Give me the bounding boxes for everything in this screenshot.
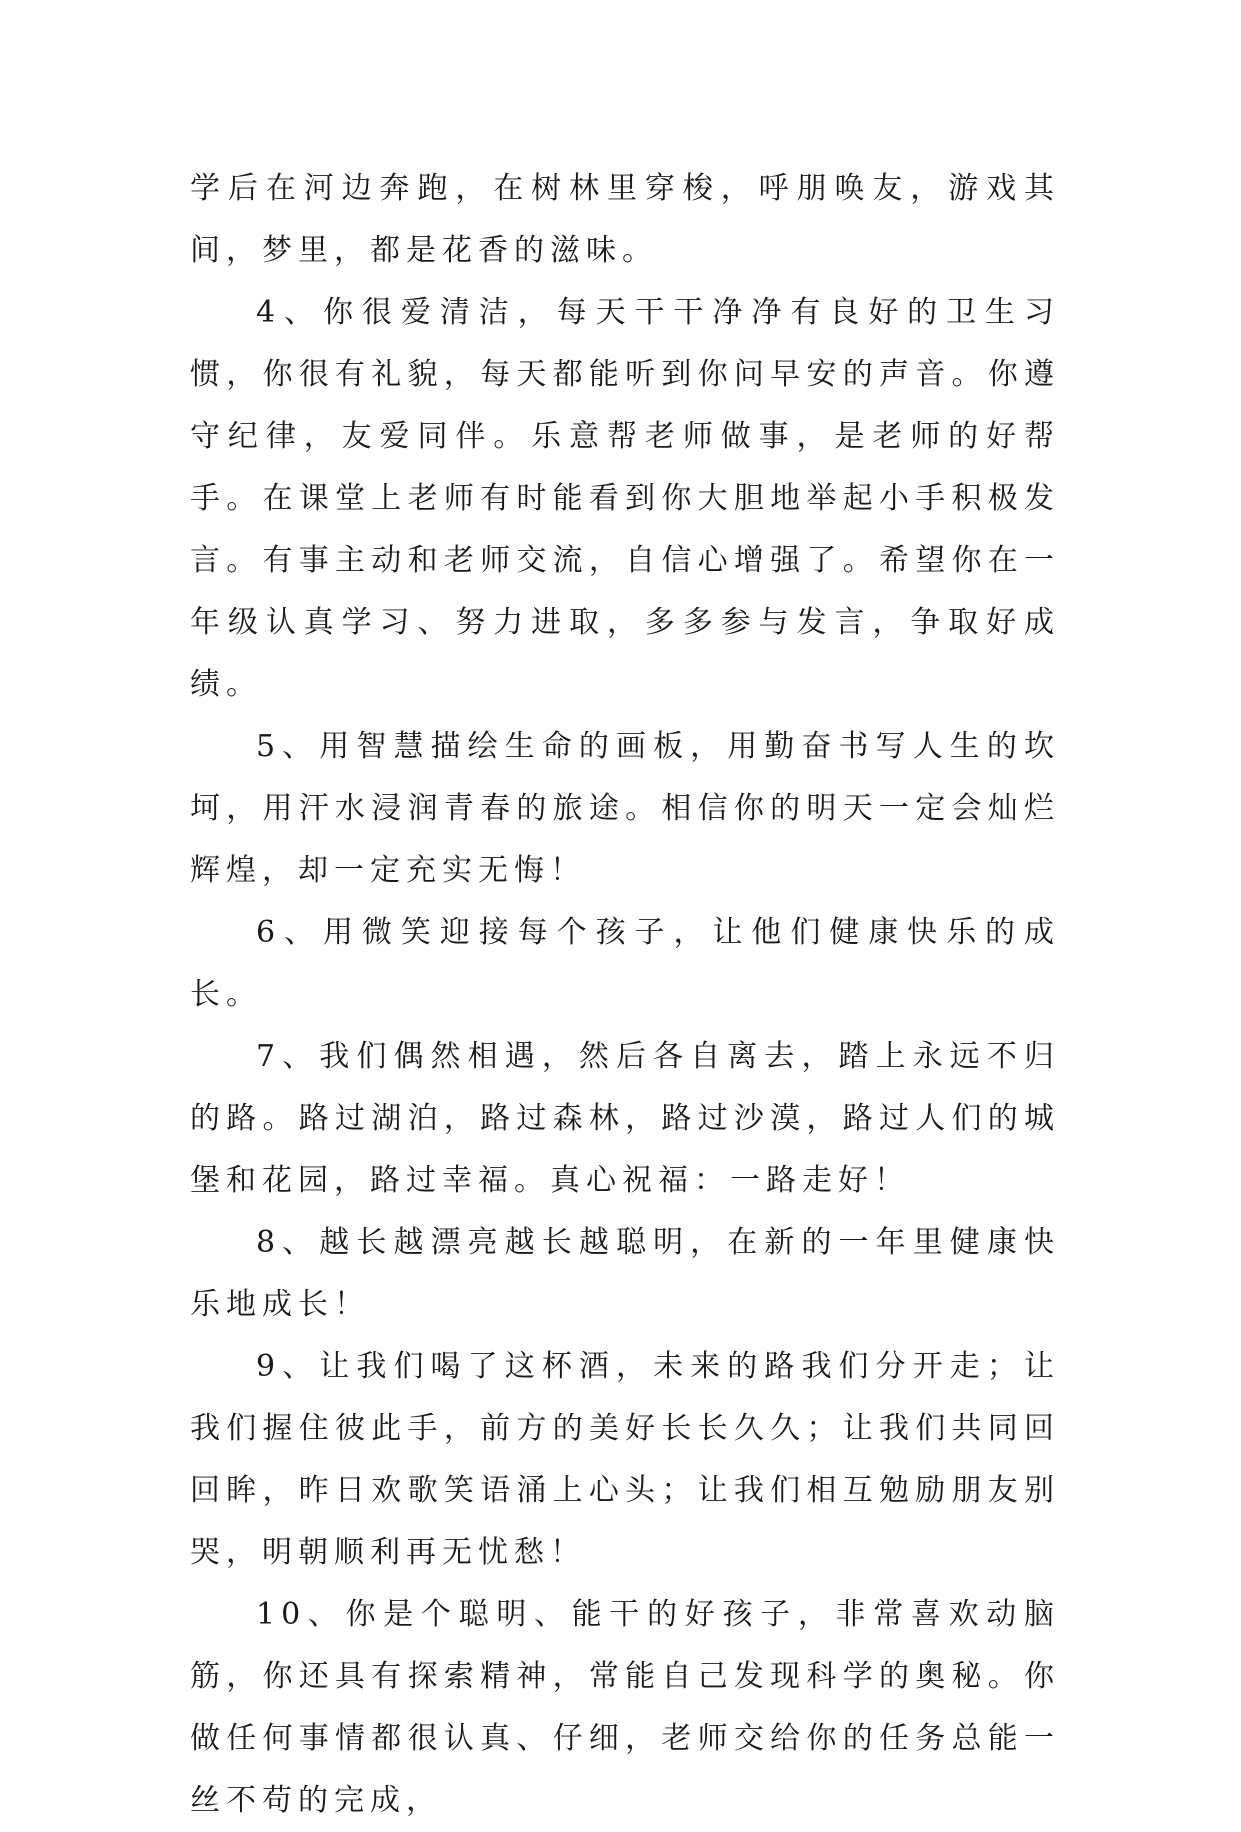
paragraph-4: 4、你很爱清洁，每天干干净净有良好的卫生习惯，你很有礼貌，每天都能听到你问早安的声音。你遵守纪律，友爱同伴。乐意帮老师做事，是老师的好帮手。在课堂上老师有时能看到你大胆地举起小手积极发言。有事主动和老师交流，自信心增强了。希望你在一年级认真学习、努力进取，多多参与发言，争取好成绩。 xyxy=(190,295,1060,702)
paragraph-continuation: 学后在河边奔跑，在树林里穿梭，呼朋唤友，游戏其间，梦里，都是花香的滋味。 xyxy=(190,171,1060,268)
paragraph-7: 7、我们偶然相遇，然后各自离去，踏上永远不归的路。路过湖泊，路过森林，路过沙漠，路过人们的城堡和花园，路过幸福。真心祝福：一路走好！ xyxy=(190,1039,1060,1198)
paragraph-6: 6、用微笑迎接每个孩子，让他们健康快乐的成长。 xyxy=(190,915,1060,1012)
document-body xyxy=(190,158,1060,1832)
paragraph-9: 9、让我们喝了这杯酒，未来的路我们分开走；让我们握住彼此手，前方的美好长长久久；让我们共同回回眸，昨日欢歌笑语涌上心头；让我们相互勉励朋友别哭，明朝顺利再无忧愁！ xyxy=(190,1349,1060,1570)
paragraph-10: 10、你是个聪明、能干的好孩子，非常喜欢动脑筋，你还具有探索精神，常能自己发现科学的奥秘。你做任何事情都很认真、仔细，老师交给你的任务总能一丝不苟的完成， xyxy=(190,1597,1060,1818)
paragraph-8: 8、越长越漂亮越长越聪明，在新的一年里健康快乐地成长！ xyxy=(190,1225,1060,1322)
paragraph-5: 5、用智慧描绘生命的画板，用勤奋书写人生的坎坷，用汗水浸润青春的旅途。相信你的明天一定会灿烂辉煌，却一定充实无悔！ xyxy=(190,729,1060,888)
